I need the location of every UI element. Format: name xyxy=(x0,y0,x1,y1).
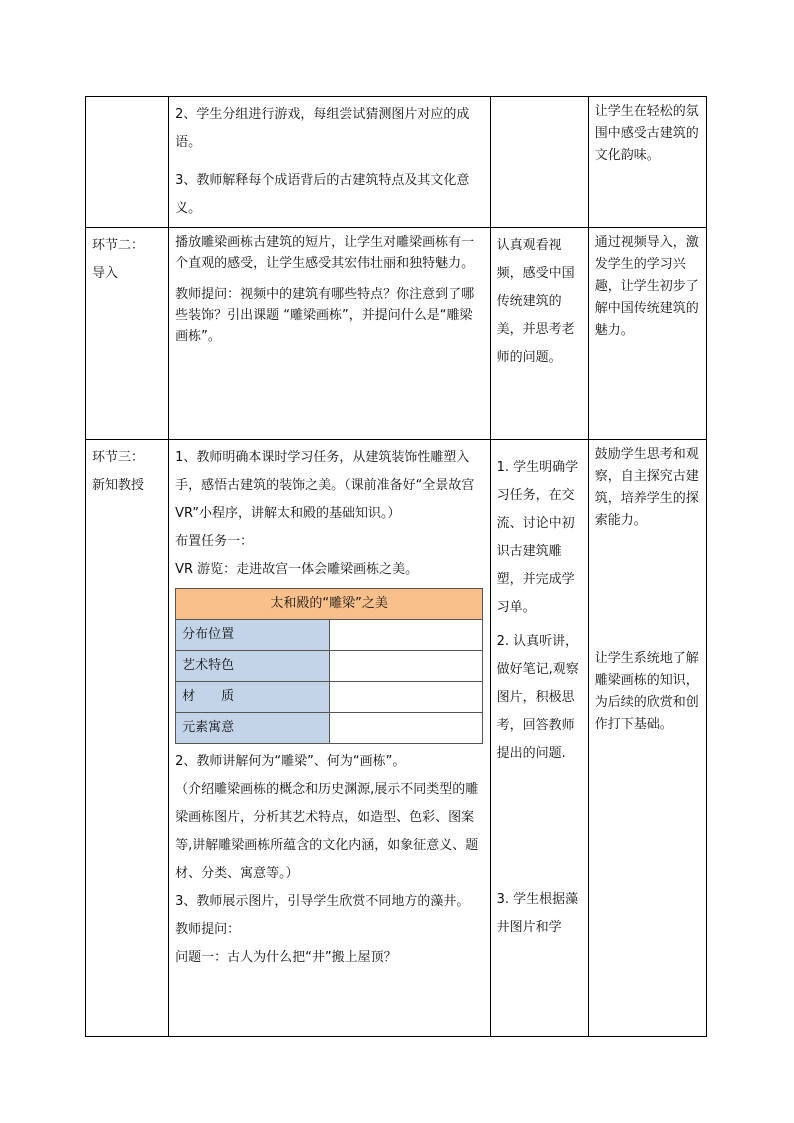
purpose-text: 让学生系统地了解雕梁画栋的知识，为后续的欣赏和创作打下基础。 xyxy=(594,651,699,732)
purpose-cell xyxy=(588,97,706,228)
content-paragraph: 3、教师展示图片，引导学生欣赏不同地方的藻井。 xyxy=(175,894,470,909)
lesson-plan-table xyxy=(85,96,707,1037)
worksheet-blank xyxy=(329,682,483,713)
content-paragraph: 3、教师解释每个成语背后的古建筑特点及其文化意义。 xyxy=(175,173,470,216)
worksheet-blank xyxy=(329,651,483,682)
student-activity: 认真观看视频，感受中国传统建筑的美，并思考老师的问题。 xyxy=(496,238,575,365)
purpose-text: 鼓励学生思考和观察，自主探究古建筑，培养学生的探索能力。 xyxy=(594,447,699,528)
student-cell xyxy=(490,228,588,440)
worksheet-label: 分布位置 xyxy=(176,620,330,651)
stage-name: 新知教授 xyxy=(92,478,145,493)
stage-name: 导入 xyxy=(92,266,119,281)
worksheet-label: 艺术特色 xyxy=(176,651,330,682)
student-activity: 3. 学生根据藻井图片和学 xyxy=(496,892,579,935)
content-paragraph: 问题一：古人为什么把“井”搬上屋顶？ xyxy=(175,950,397,965)
table-row xyxy=(86,97,707,228)
content-cell xyxy=(169,440,491,1037)
worksheet-label: 元素寓意 xyxy=(176,713,330,744)
worksheet-blank xyxy=(329,713,483,744)
student-cell xyxy=(490,97,588,228)
purpose-text: 通过视频导入，激发学生的学习兴趣，让学生初步了解中国传统建筑的魅力。 xyxy=(594,235,699,338)
content-cell xyxy=(169,228,491,440)
content-paragraph: 播放雕梁画栋古建筑的短片，让学生对雕梁画栋有一个直观的感受，让学生感受其宏伟壮丽和独特魅力。 xyxy=(175,235,475,271)
table-row xyxy=(86,228,707,440)
table-row xyxy=(86,440,707,1037)
stage-cell xyxy=(86,97,169,228)
content-paragraph: 2、学生分组进行游戏，每组尝试猜测图片对应的成语。 xyxy=(175,107,470,150)
task-description: VR 游览：走进故宫一体会雕梁画栋之美。 xyxy=(175,562,419,577)
purpose-cell xyxy=(588,228,706,440)
purpose-cell xyxy=(588,440,706,1037)
stage-cell xyxy=(86,228,169,440)
content-paragraph: 2、教师讲解何为“雕梁”、何为“画栋”。 xyxy=(175,754,406,769)
worksheet-blank xyxy=(329,620,483,651)
content-paragraph: 教师提问：视频中的建筑有哪些特点？你注意到了哪些装饰？引出课题 “雕梁画栋”，并提问什么是“雕梁画栋”。 xyxy=(175,287,475,344)
lesson-plan-page xyxy=(85,96,707,1025)
stage-label: 环节三： xyxy=(92,450,145,465)
stage-label: 环节二： xyxy=(92,238,145,253)
content-cell xyxy=(169,97,491,228)
task-title: 布置任务一： xyxy=(175,534,254,549)
student-activity: 2. 认真听讲，做好笔记,观察图片，积极思考，回答教师提出的问题. xyxy=(496,634,579,761)
purpose-text: 让学生在轻松的氛围中感受古建筑的文化韵味。 xyxy=(594,104,699,163)
worksheet-label: 材 质 xyxy=(176,682,330,713)
content-paragraph: 1、教师明确本课时学习任务，从建筑装饰性雕塑入手，感悟古建筑的装饰之美。（课前准备好“全景故宫 VR”小程序，讲解太和殿的基础知识。） xyxy=(175,450,475,521)
worksheet-header: 太和殿的“雕梁”之美 xyxy=(176,589,483,620)
worksheet-table xyxy=(175,588,483,744)
content-paragraph: （介绍雕梁画栋的概念和历史渊源,展示不同类型的雕梁画栋图片，分析其艺术特点，如造型、色彩、图案等,讲解雕梁画栋所蕴含的文化内涵，如象征意义、题材、分类、寓意等。） xyxy=(175,782,479,881)
stage-cell xyxy=(86,440,169,1037)
content-paragraph: 教师提问： xyxy=(175,922,241,937)
student-cell xyxy=(490,440,588,1037)
student-activity: 1. 学生明确学习任务，在交流、讨论中初识古建筑雕塑，并完成学习单。 xyxy=(496,460,579,615)
